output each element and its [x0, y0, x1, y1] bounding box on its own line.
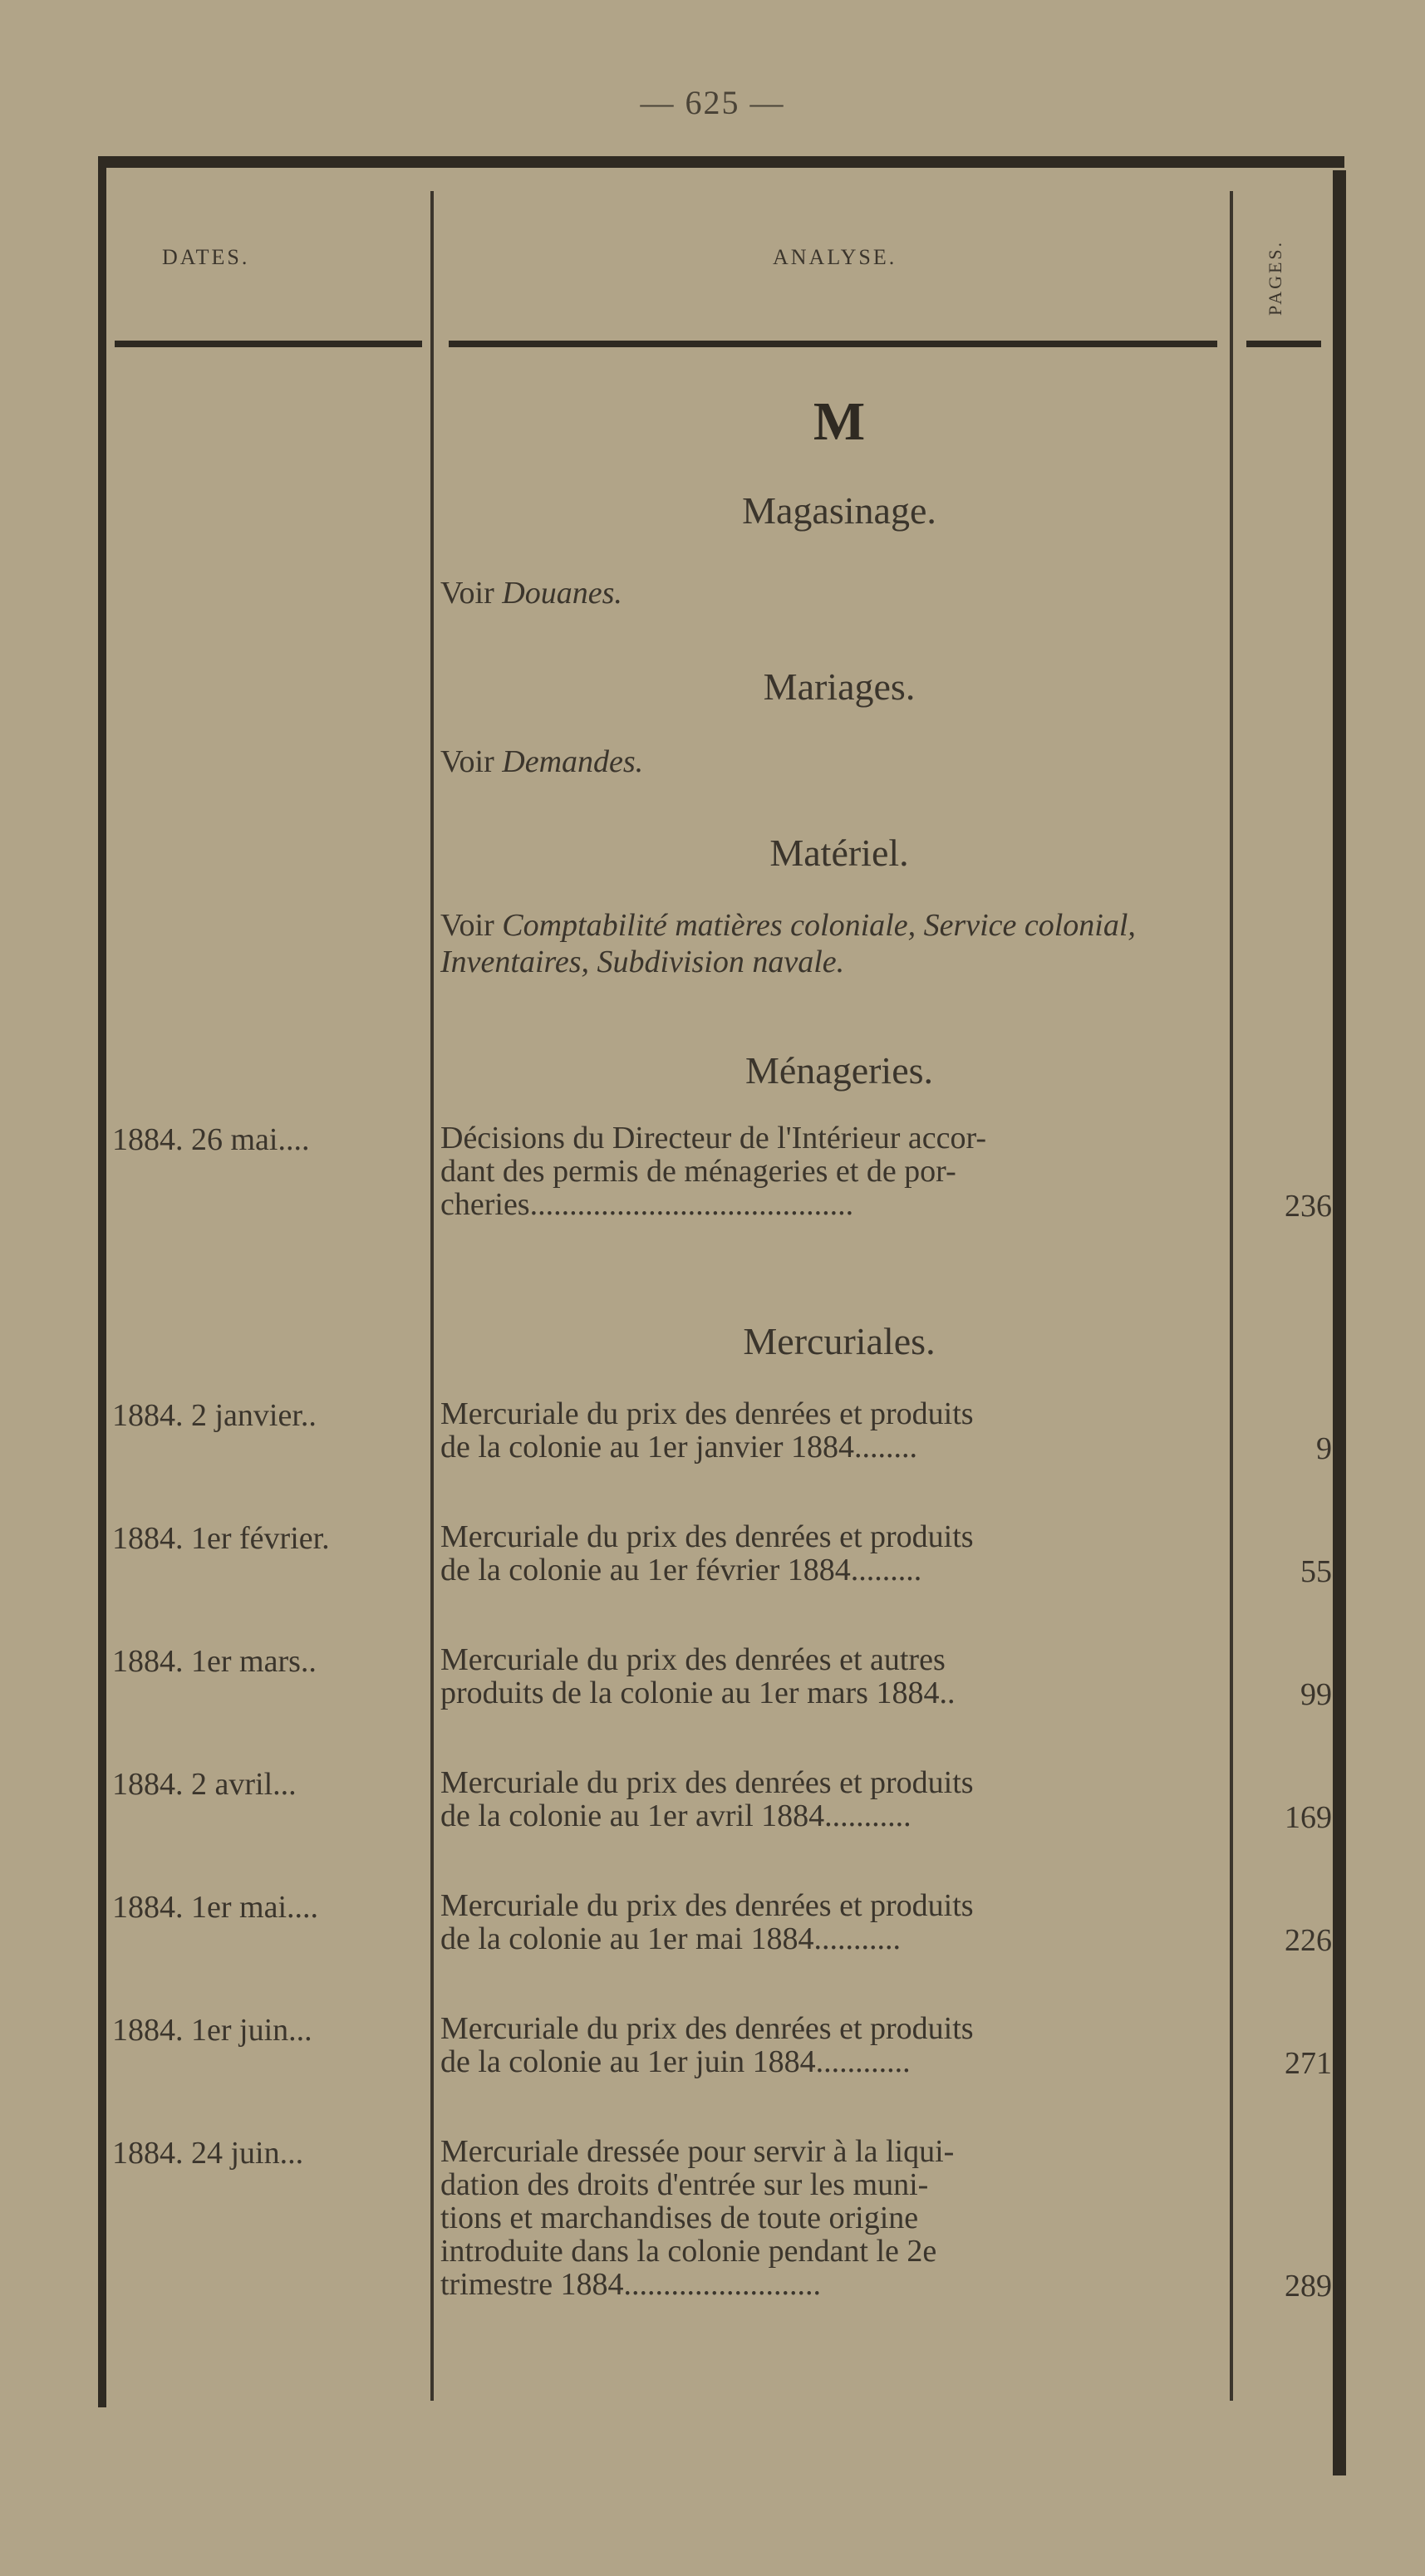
entry-line: de la colonie au 1er janvier 1884........ — [440, 1430, 918, 1465]
entry-date: 1884. 24 juin... — [112, 2136, 304, 2171]
table-top-border — [98, 156, 1344, 168]
table-right-border — [1333, 170, 1346, 2475]
entry-page: 169 — [1285, 1800, 1332, 1835]
entry-line: trimestre 1884......................... — [440, 2267, 822, 2302]
entry-text — [440, 2012, 1238, 2078]
entry-page: 271 — [1285, 2046, 1332, 2081]
section-title-magasinage: Magasinage. — [742, 489, 936, 532]
entry-line: produits de la colonie au 1er mars 1884.. — [440, 1676, 956, 1710]
entry-text — [440, 1643, 1238, 1710]
see-also-reference: Comptabilité matières coloniale, Service colonial, Inventaires, Subdivision navale. — [440, 908, 1136, 979]
see-also-magasinage — [440, 575, 1238, 611]
entry-line: Mercuriale du prix des denrées et autres — [440, 1642, 946, 1677]
entry-line: Mercuriale du prix des denrées et produits — [440, 1519, 974, 1554]
section-title-mercuriales: Mercuriales. — [743, 1320, 936, 1362]
entry-text — [440, 1397, 1238, 1464]
see-also-prefix: Voir — [440, 908, 494, 943]
entry-line: Mercuriale du prix des denrées et produits — [440, 1888, 974, 1923]
entry-date: 1884. 2 janvier.. — [112, 1398, 317, 1433]
entry-line: Mercuriale dressée pour servir à la liqui- — [440, 2134, 955, 2169]
entry-line: Décisions du Directeur de l'Intérieur accor- — [440, 1121, 987, 1156]
entry-line: tions et marchandises de toute origine — [440, 2201, 919, 2235]
header-analyse: ANALYSE. — [773, 245, 897, 269]
header-pages: PAGES. — [1265, 239, 1285, 316]
entry-page: 289 — [1285, 2269, 1332, 2304]
entry-text — [440, 1121, 1238, 1221]
entry-line: dation des droits d'entrée sur les muni- — [440, 2167, 929, 2202]
see-also-reference: Demandes. — [502, 744, 644, 779]
entry-page: 9 — [1316, 1431, 1332, 1466]
entry-line: de la colonie au 1er mai 1884........... — [440, 1921, 902, 1956]
section-title-menageries: Ménageries. — [744, 1049, 934, 1092]
entry-date: 1884. 1er mai.... — [112, 1890, 319, 1925]
see-also-prefix: Voir — [440, 576, 494, 611]
see-also-reference: Douanes. — [502, 576, 622, 611]
entry-line: cheries......................................... — [440, 1187, 854, 1222]
entry-line: Mercuriale du prix des denrées et produits — [440, 2011, 974, 2046]
section-title-mariages: Mariages. — [763, 665, 916, 708]
entry-page: 99 — [1300, 1677, 1332, 1712]
entry-line: Mercuriale du prix des denrées et produits — [440, 1765, 974, 1800]
entry-line: de la colonie au 1er juin 1884............ — [440, 2044, 911, 2079]
entry-line: de la colonie au 1er avril 1884........... — [440, 1798, 912, 1833]
entry-date: 1884. 2 avril... — [112, 1767, 297, 1802]
header-rule-analyse — [449, 341, 1217, 347]
entry-text — [440, 2135, 1238, 2301]
header-rule-dates — [115, 341, 422, 347]
entry-line: de la colonie au 1er février 1884......... — [440, 1553, 922, 1587]
entry-text — [440, 1766, 1238, 1833]
entry-date: 1884. 1er mars.. — [112, 1644, 317, 1679]
see-also-prefix: Voir — [440, 744, 494, 779]
entry-line: Mercuriale du prix des denrées et produits — [440, 1396, 974, 1431]
section-letter: M — [813, 391, 866, 452]
entry-date: 1884. 1er février. — [112, 1521, 330, 1556]
table-left-border — [98, 156, 106, 2407]
entry-page: 226 — [1285, 1923, 1332, 1958]
entry-date: 1884. 1er juin... — [112, 2013, 312, 2048]
header-dates: DATES. — [162, 245, 250, 269]
section-title-materiel: Matériel. — [769, 832, 909, 874]
entry-date: 1884. 26 mai.... — [112, 1122, 310, 1157]
page-number: — 625 — — [640, 84, 785, 121]
entry-text — [440, 1520, 1238, 1587]
entry-line: dant des permis de ménageries et de por- — [440, 1154, 956, 1189]
entry-line: introduite dans la colonie pendant le 2e — [440, 2234, 937, 2269]
entry-page: 236 — [1285, 1189, 1332, 1224]
header-rule-pages — [1246, 341, 1321, 347]
see-also-mariages — [440, 743, 1238, 780]
entry-text — [440, 1889, 1238, 1955]
see-also-materiel — [440, 907, 1238, 980]
entry-page: 55 — [1300, 1554, 1332, 1589]
